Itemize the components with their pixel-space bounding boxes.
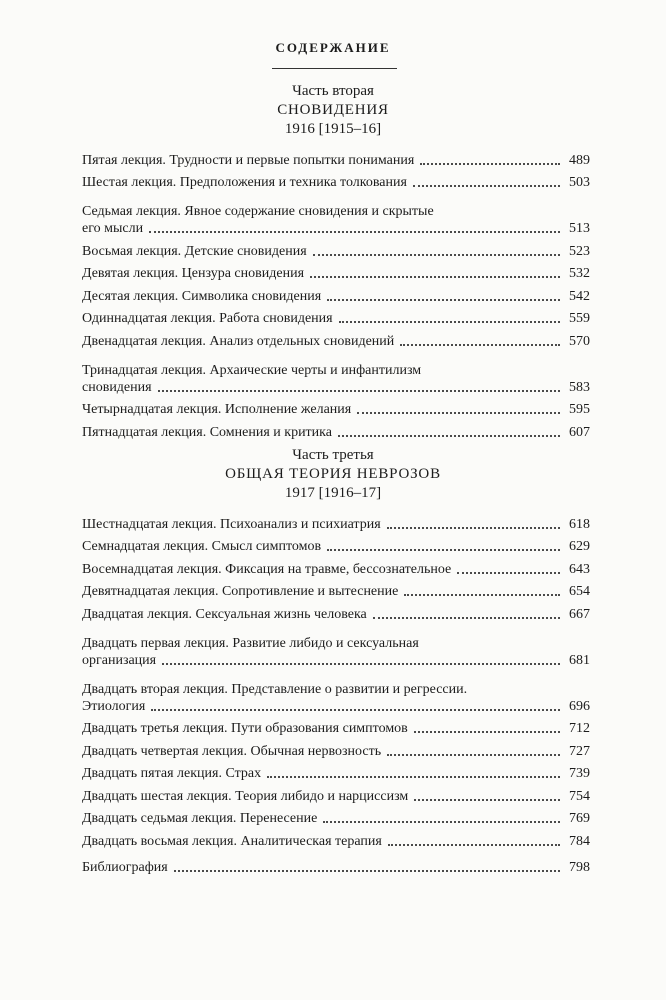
entry-page: 798 <box>569 859 590 875</box>
part-title: СНОВИДЕНИЯ <box>277 102 389 118</box>
page-header: СОДЕРЖАНИЕ <box>275 40 391 55</box>
entry-page: 523 <box>569 243 590 259</box>
entry-title-line1: Двадцать вторая лекция. Представление о развитии и регрессии. <box>82 681 468 697</box>
toc-part-three <box>82 510 590 850</box>
toc-entry[interactable] <box>82 533 590 556</box>
part-title: ОБЩАЯ ТЕОРИЯ НЕВРОЗОВ <box>225 466 441 482</box>
entry-title: Пятая лекция. Трудности и первые попытки понимания <box>82 152 415 168</box>
toc-entry[interactable] <box>82 282 590 305</box>
entry-title-line2: Этиология <box>82 698 146 714</box>
entry-title: Восьмая лекция. Детские сновидения <box>82 243 307 259</box>
entry-page: 607 <box>569 424 590 440</box>
part-years: 1917 [1916–17] <box>284 485 382 501</box>
entry-title: Одиннадцатая лекция. Работа сновидения <box>82 311 333 326</box>
entry-title-line1: Двадцать первая лекция. Развитие либидо и сексуальная <box>82 635 419 651</box>
entry-title-line2: его мысли <box>82 221 144 236</box>
entry-title-line2: сновидения <box>82 379 152 395</box>
entry-page: 559 <box>569 311 590 326</box>
entry-title-line1: Тринадцатая лекция. Архаические черты и инфантилизм <box>82 362 422 378</box>
dot-leader <box>404 594 560 596</box>
entry-page: 583 <box>569 379 590 395</box>
toc-entry[interactable] <box>82 169 590 192</box>
entry-page: 727 <box>569 743 590 759</box>
dot-leader <box>338 435 560 437</box>
dot-leader <box>414 731 560 733</box>
entry-title: Двадцатая лекция. Сексуальная жизнь человека <box>82 606 367 622</box>
dot-leader <box>310 276 560 278</box>
dot-leader <box>414 799 560 801</box>
entry-title <box>82 681 564 715</box>
entry-page: 513 <box>569 221 590 236</box>
dot-leader <box>400 344 560 346</box>
toc-entry[interactable] <box>82 305 590 328</box>
dot-leader <box>413 185 560 187</box>
toc-entry[interactable] <box>82 555 590 578</box>
entry-title: Восемнадцатая лекция. Фиксация на травме, бессознательное <box>82 561 452 577</box>
entry-page: 681 <box>569 652 590 668</box>
part-two-heading <box>0 82 666 139</box>
entry-page: 532 <box>569 266 590 281</box>
toc-entry[interactable] <box>82 510 590 533</box>
entry-title <box>82 362 564 396</box>
toc-entry[interactable] <box>82 260 590 283</box>
entry-title: Шестая лекция. Предположения и техника толкования <box>82 175 407 190</box>
toc-entry[interactable] <box>82 782 590 805</box>
entry-title: Четырнадцатая лекция. Исполнение желания <box>82 402 352 417</box>
toc-entry[interactable] <box>82 715 590 738</box>
entry-page: 696 <box>569 698 590 714</box>
toc-entry[interactable] <box>82 827 590 850</box>
dot-leader <box>388 844 560 846</box>
entry-title: Двадцать четвертая лекция. Обычная нервозность <box>82 743 382 759</box>
entry-title: Двадцать седьмая лекция. Перенесение <box>82 811 318 826</box>
dot-leader <box>357 412 560 414</box>
dot-leader <box>267 776 560 778</box>
part-three-heading <box>0 446 666 503</box>
dot-leader <box>327 299 560 301</box>
toc-entry[interactable] <box>82 237 590 260</box>
entry-page: 595 <box>569 402 590 417</box>
entry-title: Пятнадцатая лекция. Сомнения и критика <box>82 424 332 440</box>
entry-title: Библиография <box>82 859 168 875</box>
toc-bibliography <box>82 853 590 876</box>
entry-title: Двенадцатая лекция. Анализ отдельных сновидений <box>82 333 395 349</box>
dot-leader <box>174 870 560 872</box>
toc-entry[interactable] <box>82 354 590 396</box>
entry-title: Десятая лекция. Символика сновидения <box>82 288 322 304</box>
dot-leader <box>323 821 560 823</box>
toc-entry[interactable] <box>82 737 590 760</box>
dot-leader <box>373 617 560 619</box>
entry-title-line2: организация <box>82 652 157 668</box>
entry-title: Шестнадцатая лекция. Психоанализ и психиатрия <box>82 516 381 532</box>
entry-page: 629 <box>569 539 590 554</box>
entry-title: Двадцать восьмая лекция. Аналитическая терапия <box>82 833 382 849</box>
entry-title: Девятнадцатая лекция. Сопротивление и вытеснение <box>82 584 399 599</box>
entry-title: Двадцать шестая лекция. Теория либидо и нарциссизм <box>82 788 409 804</box>
toc-entry[interactable] <box>82 760 590 783</box>
header-rule <box>272 68 397 69</box>
entry-title <box>82 203 564 237</box>
toc-entry[interactable] <box>82 396 590 419</box>
toc-entry[interactable] <box>82 195 590 237</box>
entry-title <box>82 635 564 669</box>
dot-leader <box>149 231 560 233</box>
dot-leader <box>313 254 560 256</box>
entry-page: 712 <box>569 721 590 736</box>
entry-page: 667 <box>569 606 590 622</box>
dot-leader <box>162 663 560 665</box>
part-label: Часть третья <box>292 447 374 463</box>
part-years: 1916 [1915–16] <box>284 121 382 137</box>
part-label: Часть вторая <box>292 83 374 99</box>
dot-leader <box>420 163 560 165</box>
dot-leader <box>158 390 560 392</box>
toc-entry[interactable] <box>82 805 590 828</box>
entry-page: 643 <box>569 561 590 577</box>
entry-page: 769 <box>569 811 590 826</box>
dot-leader <box>387 754 560 756</box>
entry-page: 503 <box>569 175 590 190</box>
toc-entry[interactable] <box>82 853 590 876</box>
entry-page: 739 <box>569 766 590 781</box>
toc-entry[interactable] <box>82 578 590 601</box>
dot-leader <box>457 572 560 574</box>
entry-title: Двадцать пятая лекция. Страх <box>82 766 262 781</box>
entry-page: 542 <box>569 288 590 304</box>
entry-title: Семнадцатая лекция. Смысл симптомов <box>82 539 322 554</box>
toc-entry[interactable] <box>82 418 590 441</box>
entry-title-line1: Седьмая лекция. Явное содержание сновидения и скрытые <box>82 204 434 219</box>
entry-page: 784 <box>569 833 590 849</box>
toc-part-two <box>82 146 590 441</box>
toc-entry[interactable] <box>82 600 590 623</box>
toc-entry[interactable] <box>82 673 590 715</box>
toc-entry[interactable] <box>82 146 590 169</box>
entry-title: Девятая лекция. Цензура сновидения <box>82 266 305 281</box>
entry-page: 618 <box>569 516 590 532</box>
toc-entry[interactable] <box>82 327 590 350</box>
toc-entry[interactable] <box>82 627 590 669</box>
entry-page: 570 <box>569 333 590 349</box>
dot-leader <box>151 709 560 711</box>
entry-page: 654 <box>569 584 590 599</box>
dot-leader <box>339 321 560 323</box>
entry-title: Двадцать третья лекция. Пути образования симптомов <box>82 721 408 736</box>
entry-page: 489 <box>569 152 590 168</box>
entry-page: 754 <box>569 788 590 804</box>
dot-leader <box>327 549 560 551</box>
dot-leader <box>387 527 560 529</box>
